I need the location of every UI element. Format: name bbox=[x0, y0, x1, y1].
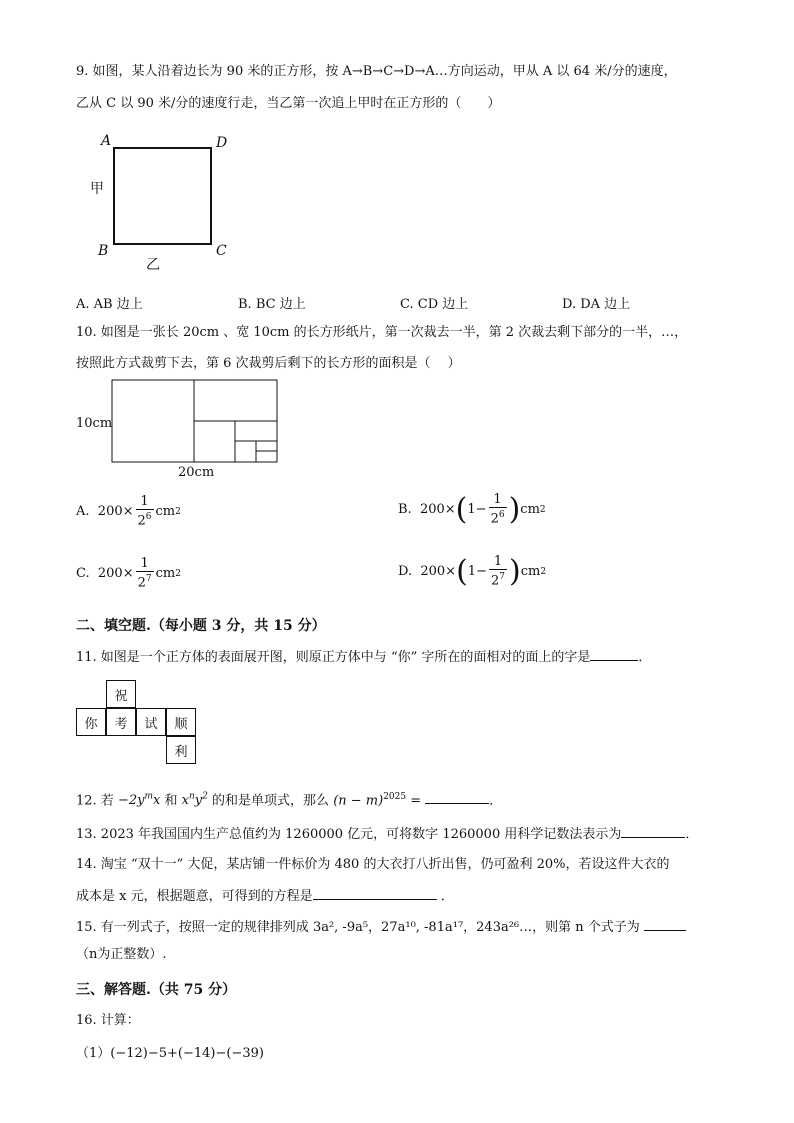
unit-exponent: 2 bbox=[540, 566, 547, 577]
q15-line1 bbox=[76, 918, 686, 936]
monomial-2-exp2: 2 bbox=[202, 792, 208, 802]
numerator: 1 bbox=[493, 554, 503, 569]
net-cell: 试 bbox=[136, 708, 166, 736]
section-fill-in-title: 二、填空题.（每小题 3 分，共 15 分） bbox=[76, 618, 326, 634]
net-cell: 顺 bbox=[166, 708, 196, 736]
monomial-2: x bbox=[181, 793, 189, 809]
width-label: 20cm bbox=[178, 465, 215, 480]
label-d: D bbox=[216, 135, 228, 151]
unit: cm bbox=[155, 504, 176, 520]
label-a: A bbox=[101, 133, 112, 149]
denominator-exponent: 6 bbox=[498, 510, 505, 520]
q10-line1: 10. 如图是一张长 20cm 、宽 10cm 的长方形纸片，第一次裁去一半，第 2 次裁去剩下部分的一半，…， bbox=[76, 325, 688, 340]
monomial-1: −2y bbox=[117, 793, 145, 809]
answer-blank bbox=[425, 791, 489, 804]
equals: = bbox=[410, 793, 422, 809]
paper-cut-diagram bbox=[110, 378, 280, 466]
coefficient: 200× bbox=[420, 564, 457, 580]
right-paren: ) bbox=[508, 491, 521, 527]
height-label: 10cm bbox=[76, 416, 113, 431]
q13-text bbox=[76, 825, 698, 843]
unit-exponent: 2 bbox=[539, 504, 546, 515]
denominator-base: 2 bbox=[137, 513, 146, 529]
label-yi: 乙 bbox=[146, 257, 160, 273]
option-letter: A. bbox=[76, 504, 90, 520]
net-cell: 祝 bbox=[106, 680, 136, 708]
unit-exponent: 2 bbox=[175, 506, 181, 517]
q10-option-b: B. 200× ( 1− $\frac{1}{2^6}$ ) cm 2 bbox=[398, 491, 546, 527]
q13-prompt: 13. 2023 年我国国内生产总值约为 1260000 亿元，可将数字 1260000 用科学记数法表示为 bbox=[76, 827, 622, 842]
q14-prompt: 成本是 x 元，根据题意，可得到的方程是 bbox=[76, 889, 313, 904]
right-paren: ) bbox=[508, 553, 521, 589]
q14-line1: 14. 淘宝 “双十一” 大促，某店铺一件标价为 480 的大衣打八折出售，仍可盈利 20%，若设这件大衣的 bbox=[76, 857, 670, 872]
expression: (n − m) bbox=[333, 793, 384, 809]
answer-blank bbox=[590, 648, 638, 661]
option-letter: C. bbox=[76, 566, 90, 582]
q14-line2 bbox=[76, 887, 454, 905]
net-cell: 考 bbox=[106, 708, 136, 736]
answer-blank bbox=[621, 825, 685, 838]
q11-end: ． bbox=[638, 650, 652, 665]
q12-text bbox=[76, 789, 502, 809]
numerator: 1 bbox=[140, 556, 149, 571]
coefficient: 200× bbox=[97, 504, 134, 520]
q10-option-a bbox=[76, 495, 181, 528]
left-paren: ( bbox=[455, 491, 468, 527]
denominator-exponent: 7 bbox=[499, 572, 505, 582]
q15-prompt: 15. 有一列式子，按照一定的规律排列成 3a², -9a⁵，27a¹⁰, -81a¹⁷，243a²⁶…，则第 n 个式子为 bbox=[76, 920, 640, 935]
q16-part1: （1）(−12)−5+(−14)−(−39) bbox=[76, 1046, 264, 1061]
unit: cm bbox=[155, 566, 176, 582]
q10-line2: 按照此方式裁剪下去，第 6 次裁剪后剩下的长方形的面积是（ ） bbox=[76, 356, 461, 371]
square bbox=[113, 147, 212, 245]
q10-option-c bbox=[76, 557, 181, 590]
numerator: 1 bbox=[493, 492, 502, 507]
label-b: B bbox=[98, 243, 109, 259]
net-cell: 你 bbox=[76, 708, 106, 736]
q12-mid: 的和是单项式，那么 bbox=[212, 793, 330, 809]
q14-end: ． bbox=[440, 889, 454, 904]
label-c: C bbox=[216, 243, 227, 259]
label-jia: 甲 bbox=[90, 181, 104, 197]
expression-exp: 2025 bbox=[383, 792, 407, 802]
monomial-1-tail: x bbox=[153, 793, 161, 809]
option-letter: D. bbox=[398, 564, 413, 580]
answer-blank bbox=[644, 918, 686, 931]
q9-line1: 9. 如图，某人沿着边长为 90 米的正方形，按 A→B→C→D→A…方向运动，甲从 A 以 64 米/分的速度， bbox=[76, 64, 677, 79]
net-cell: 利 bbox=[166, 736, 196, 764]
denominator-base: 2 bbox=[137, 575, 146, 591]
denominator-base: 2 bbox=[490, 573, 500, 589]
coefficient: 200× bbox=[97, 566, 134, 582]
denominator-exponent: 7 bbox=[145, 574, 152, 584]
monomial-2-exp: n bbox=[189, 792, 195, 802]
q11-text bbox=[76, 648, 651, 666]
left-paren: ( bbox=[456, 553, 468, 589]
q16-title: 16. 计算： bbox=[76, 1013, 140, 1028]
unit: cm bbox=[520, 502, 540, 518]
q9-line2: 乙从 C 以 90 米/分的速度行走，当乙第一次追上甲时在正方形的（ ） bbox=[76, 96, 501, 111]
unit: cm bbox=[520, 564, 541, 580]
denominator-base: 2 bbox=[490, 511, 499, 527]
q9-option-b: B. BC 边上 bbox=[238, 297, 306, 312]
section-solve-title: 三、解答题.（共 75 分） bbox=[76, 982, 237, 998]
q9-option-a: A. AB 边上 bbox=[76, 297, 143, 312]
q15-line2: （n为正整数）. bbox=[76, 947, 167, 962]
unit-exponent: 2 bbox=[175, 568, 181, 579]
denominator-exponent: 6 bbox=[145, 512, 152, 522]
monomial-1-exp: m bbox=[144, 792, 154, 802]
option-letter: B. bbox=[398, 502, 412, 518]
q13-end: ． bbox=[685, 827, 699, 842]
q10-option-d: D. 200× ( 1− $\frac{1}{2^7}$ ) cm 2 bbox=[398, 553, 547, 589]
answer-blank bbox=[313, 887, 437, 900]
q12-end: ． bbox=[489, 793, 503, 809]
numerator: 1 bbox=[140, 494, 149, 509]
conjunction: 和 bbox=[164, 793, 178, 809]
q11-prompt: 11. 如图是一个正方体的表面展开图，则原正方体中与 “你” 字所在的面相对的面上的字是 bbox=[76, 650, 591, 665]
q9-option-c: C. CD 边上 bbox=[400, 297, 469, 312]
monomial-2-tail: y bbox=[194, 793, 203, 809]
q12-prefix: 12. 若 bbox=[76, 793, 114, 809]
coefficient: 200× bbox=[419, 502, 456, 518]
q9-option-d: D. DA 边上 bbox=[562, 297, 631, 312]
